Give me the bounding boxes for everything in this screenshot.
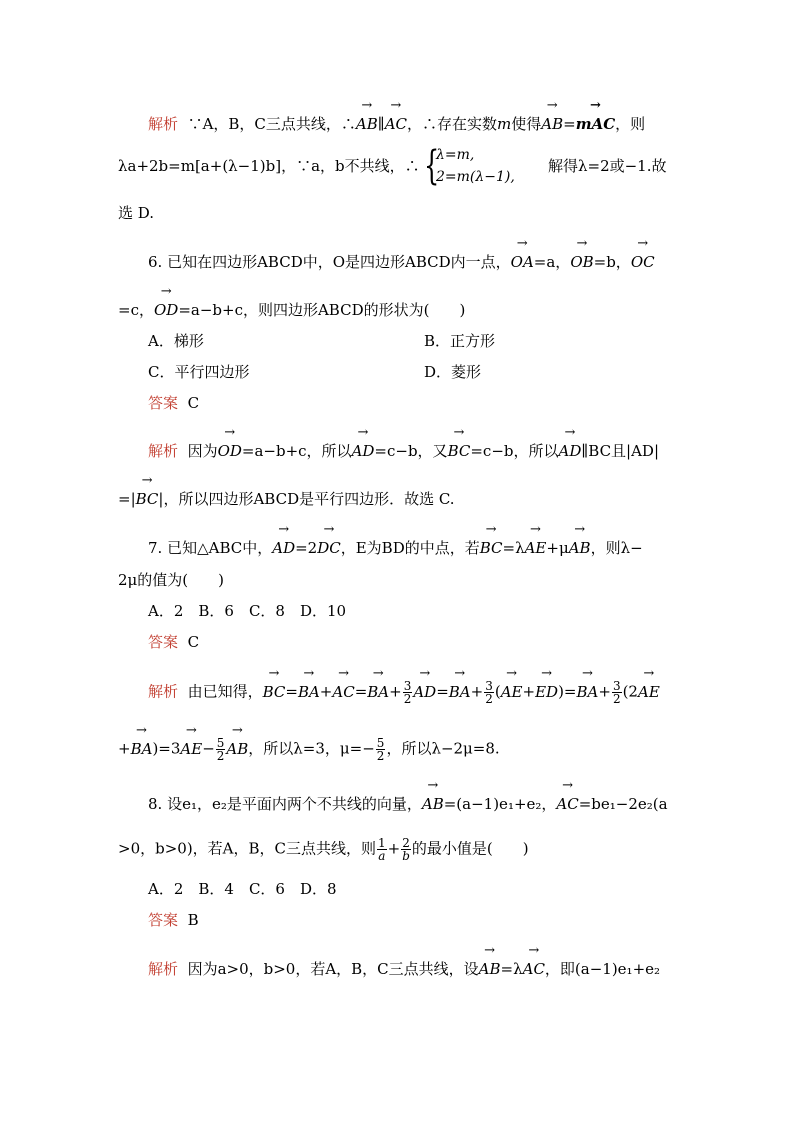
q6-explanation-line-2: =|→ BC|，所以四边形ABCD是平行四边形．故选 C. [118, 489, 455, 509]
q6-option-c: C．平行四边形 [148, 363, 250, 381]
vector-ab: → AB [356, 114, 378, 134]
q6-answer: 答案 C [148, 394, 200, 412]
q5-line-2-end: 解得λ=2或−1.故 [548, 157, 667, 175]
fraction: $\frac{5}{2}$ [376, 736, 385, 763]
vector-ac: → AC [385, 114, 407, 134]
left-brace-icon: { [424, 143, 440, 189]
answer-tag: 答案 [148, 394, 179, 412]
q5-line-3: 选 D. [118, 204, 155, 222]
fraction: $\frac{3}{2}$ [612, 679, 621, 706]
q6-analysis-tag: 解析 [148, 442, 179, 460]
q6-option-b: B．正方形 [424, 332, 496, 350]
fraction: $\frac{1}{a}$ [378, 836, 386, 863]
q8-analysis-tag: 解析 [148, 960, 179, 978]
q5-line-2: λa+2b=m[a+(λ−1)b]，∵a，b不共线，∴ [118, 157, 420, 175]
q6-stem-line-2: =c，→ OD=a−b+c，则四边形ABCD的形状为( ) [118, 300, 465, 320]
answer-tag: 答案 [148, 911, 179, 929]
q5-equation-system: { λ=m, 2=m(λ−1), [424, 143, 515, 189]
fraction: $\frac{3}{2}$ [403, 679, 412, 706]
q7-answer: 答案 C [148, 633, 200, 651]
fraction: $\frac{5}{2}$ [216, 736, 225, 763]
q6-explanation-line-1: 解析 因为→ OD=a−b+c，所以→ AD=c−b，又→ BC=c−b，所以→ AD∥BC且|AD| [148, 441, 659, 461]
q7-stem-line-2: 2μ的值为( ) [118, 571, 224, 589]
answer-tag: 答案 [148, 633, 179, 651]
q8-stem-line-2: >0，b>0)，若A，B，C三点共线，则 $\frac{1}{a}$ + $\frac{2}{b}$ 的最小值是( ) [118, 836, 529, 863]
fraction: $\frac{2}{b}$ [402, 836, 410, 863]
q8-stem-line-1: 8. 设e₁，e₂是平面内两个不共线的向量，→ AB=(a−1)e₁+e₂，→ AC=be₁−2e₂(a [148, 794, 668, 814]
vector-ab: → AB [541, 114, 563, 134]
q7-options: A．2 B．6 C．8 D．10 [148, 602, 347, 620]
q8-answer: 答案 B [148, 911, 199, 929]
q5-analysis-tag: 解析 [148, 115, 179, 133]
q7-explanation-line-2: +→ BA)=3→ AE− $\frac{5}{2}$ → AB，所以λ=3，μ=− $\frac{5}{2}$ ，所以λ−2μ=8. [118, 737, 500, 762]
q7-stem-line-1: 7. 已知△ABC中，→ AD=2→ DC，E为BD的中点，若→ BC=λ→ AE+μ→ AB，则λ− [148, 538, 643, 558]
q5-line-1: 解析 ∵A，B，C三点共线，∴→ AB∥→ AC，∴存在实数m使得→ AB=→ mAC，则 [148, 114, 645, 134]
q7-explanation-line-1: 解析 由已知得，→ BC=→ BA+→ AC=→ BA+ $\frac{3}{2}$ → AD=→ BA+ $\frac{3}{2}$ (→ AE+→ ED)=→ BA+ $\frac{3}{2}$ (2→ AE [148, 680, 660, 705]
q6-stem-line-1: 6. 已知在四边形ABCD中，O是四边形ABCD内一点，→ OA=a，→ OB=b，→ OC [148, 252, 655, 272]
fraction: $\frac{3}{2}$ [485, 679, 493, 706]
q8-options: A．2 B．4 C．6 D．8 [148, 880, 337, 898]
q6-option-a: A．梯形 [148, 332, 204, 350]
vector-mac: → mAC [576, 114, 615, 134]
q8-explanation-line-1: 解析 因为a>0，b>0，若A，B，C三点共线，设→ AB=λ→ AC，即(a−1)e₁+e₂ [148, 959, 660, 979]
q7-analysis-tag: 解析 [148, 682, 179, 701]
q6-option-d: D．菱形 [424, 363, 482, 381]
